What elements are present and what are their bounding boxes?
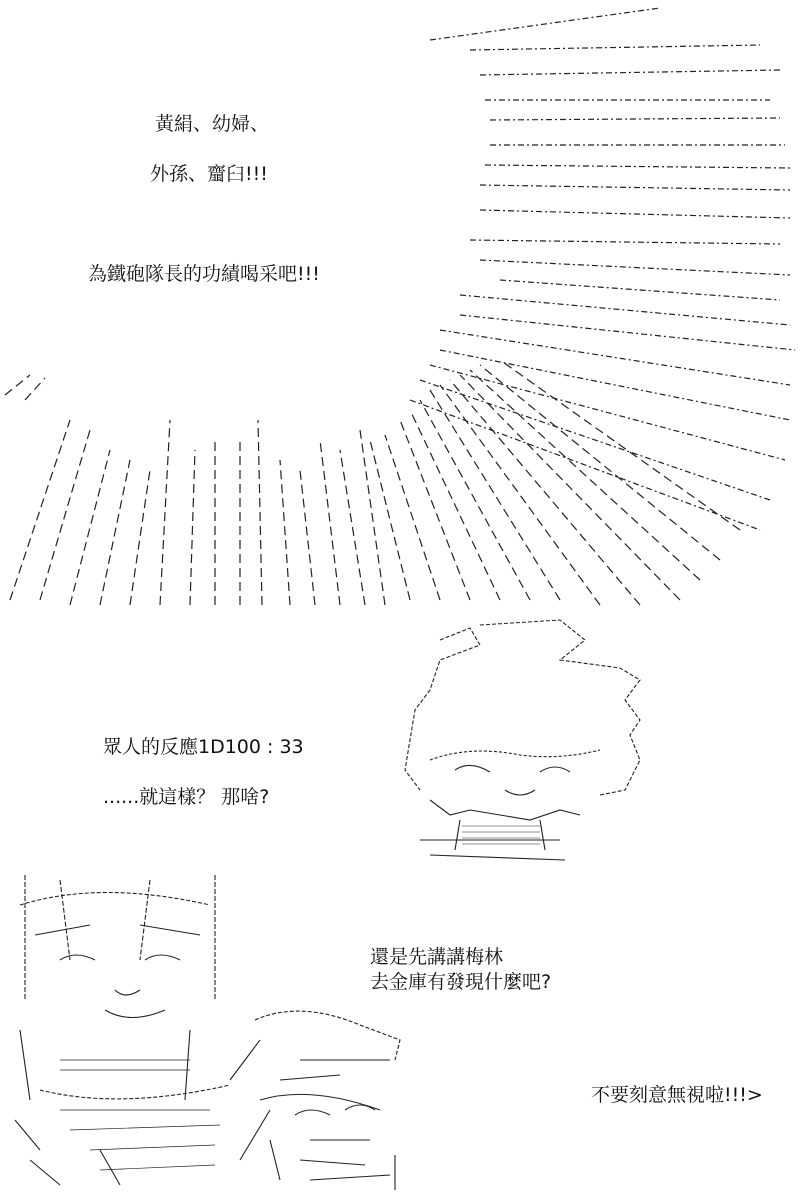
dialogue-line-7: 去金庫有發現什麼吧? xyxy=(370,971,552,993)
reaction-character-art xyxy=(405,620,640,860)
dialogue-line-6: 還是先講講梅林 xyxy=(370,946,504,968)
dialogue-line-8: 不要刻意無視啦!!!> xyxy=(591,1084,763,1106)
dialogue-line-4: 眾人的反應1D100 : 33 xyxy=(103,736,304,758)
dialogue-line-3: 為鐵砲隊長的功績喝采吧!!! xyxy=(88,263,320,285)
dialogue-line-5: ......就這樣？ 那啥? xyxy=(103,786,270,808)
two-characters-art xyxy=(15,875,400,1190)
speed-lines-diagonal xyxy=(5,360,740,605)
dialogue-line-2: 外孫、齏臼!!! xyxy=(150,163,268,185)
dialogue-line-1: 黃絹、幼婦、 xyxy=(155,113,270,135)
